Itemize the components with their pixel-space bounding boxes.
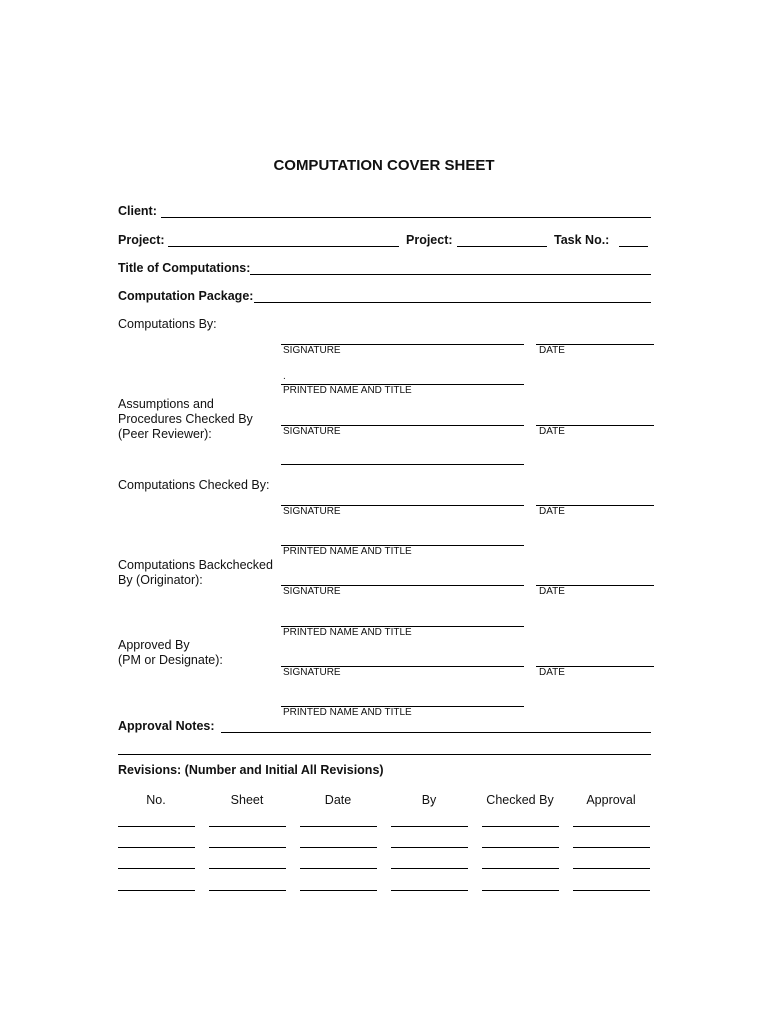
title-of-computations-label: Title of Computations: [118,261,251,275]
col-header-checked-by: Checked By [486,793,554,807]
revision-entry-line[interactable] [573,826,650,827]
approval-notes-line-2[interactable] [118,754,651,755]
revision-entry-line[interactable] [118,890,195,891]
col-header-approval: Approval [586,793,636,807]
signature-caption: SIGNATURE [283,506,341,517]
assumptions-line-3: (Peer Reviewer): [118,427,212,441]
computations-checked-label: Computations Checked By: [118,478,270,492]
project-label-2: Project: [406,233,453,247]
computation-package-label: Computation Package: [118,289,254,303]
approved-line-2: (PM or Designate): [118,653,223,667]
date-caption: DATE [539,426,565,437]
revision-entry-line[interactable] [573,868,650,869]
revision-entry-line[interactable] [118,847,195,848]
col-header-no: No. [146,793,166,807]
revision-entry-line[interactable] [573,847,650,848]
revision-entry-line[interactable] [209,847,286,848]
signature-caption: SIGNATURE [283,586,341,597]
assumptions-line-1: Assumptions and [118,397,214,411]
backchecked-line-1: Computations Backchecked [118,558,273,572]
approval-notes-label: Approval Notes: [118,719,215,733]
computation-package-line[interactable] [254,302,651,303]
revision-entry-line[interactable] [482,847,559,848]
project-label: Project: [118,233,165,247]
assumptions-checked-label [118,397,253,442]
revision-entry-line[interactable] [118,868,195,869]
signature-caption: SIGNATURE [283,345,341,356]
printed-name-line[interactable] [281,464,524,465]
revision-entry-line[interactable] [209,890,286,891]
computations-by-label: Computations By: [118,317,217,331]
approved-by-label [118,638,223,668]
printed-name-caption: PRINTED NAME AND TITLE [283,385,412,396]
revisions-heading: Revisions: (Number and Initial All Revisions) [118,763,384,777]
col-header-sheet: Sheet [230,793,264,807]
printed-name-caption: PRINTED NAME AND TITLE [283,546,412,557]
revision-entry-line[interactable] [300,826,377,827]
task-no-field-line[interactable] [619,246,648,247]
revision-entry-line[interactable] [300,868,377,869]
revision-entry-line[interactable] [300,890,377,891]
revision-entry-line[interactable] [300,847,377,848]
revision-entry-line[interactable] [118,826,195,827]
date-caption: DATE [539,506,565,517]
page-title: COMPUTATION COVER SHEET [273,157,495,174]
title-of-computations-line[interactable] [250,274,651,275]
revision-entry-line[interactable] [391,826,468,827]
backchecked-line-2: By (Originator): [118,573,203,587]
date-caption: DATE [539,345,565,356]
stray-mark: . [283,371,286,382]
revision-entry-line[interactable] [391,890,468,891]
task-no-label: Task No.: [554,233,610,247]
date-caption: DATE [539,586,565,597]
revision-entry-line[interactable] [391,868,468,869]
project-field-line[interactable] [168,246,399,247]
backchecked-label [118,558,273,588]
printed-name-caption: PRINTED NAME AND TITLE [283,627,412,638]
revision-entry-line[interactable] [391,847,468,848]
assumptions-line-2: Procedures Checked By [118,412,253,426]
revision-entry-line[interactable] [482,868,559,869]
revision-entry-line[interactable] [482,890,559,891]
col-header-date: Date [324,793,352,807]
revision-entry-line[interactable] [573,890,650,891]
revision-entry-line[interactable] [482,826,559,827]
date-caption: DATE [539,667,565,678]
printed-name-caption: PRINTED NAME AND TITLE [283,707,412,718]
approved-line-1: Approved By [118,638,190,652]
signature-caption: SIGNATURE [283,426,341,437]
approval-notes-line[interactable] [221,732,651,733]
project-field-line-2[interactable] [457,246,547,247]
revision-entry-line[interactable] [209,826,286,827]
col-header-by: By [421,793,437,807]
signature-caption: SIGNATURE [283,667,341,678]
revision-entry-line[interactable] [209,868,286,869]
client-label: Client: [118,204,157,218]
client-field-line[interactable] [161,217,651,218]
